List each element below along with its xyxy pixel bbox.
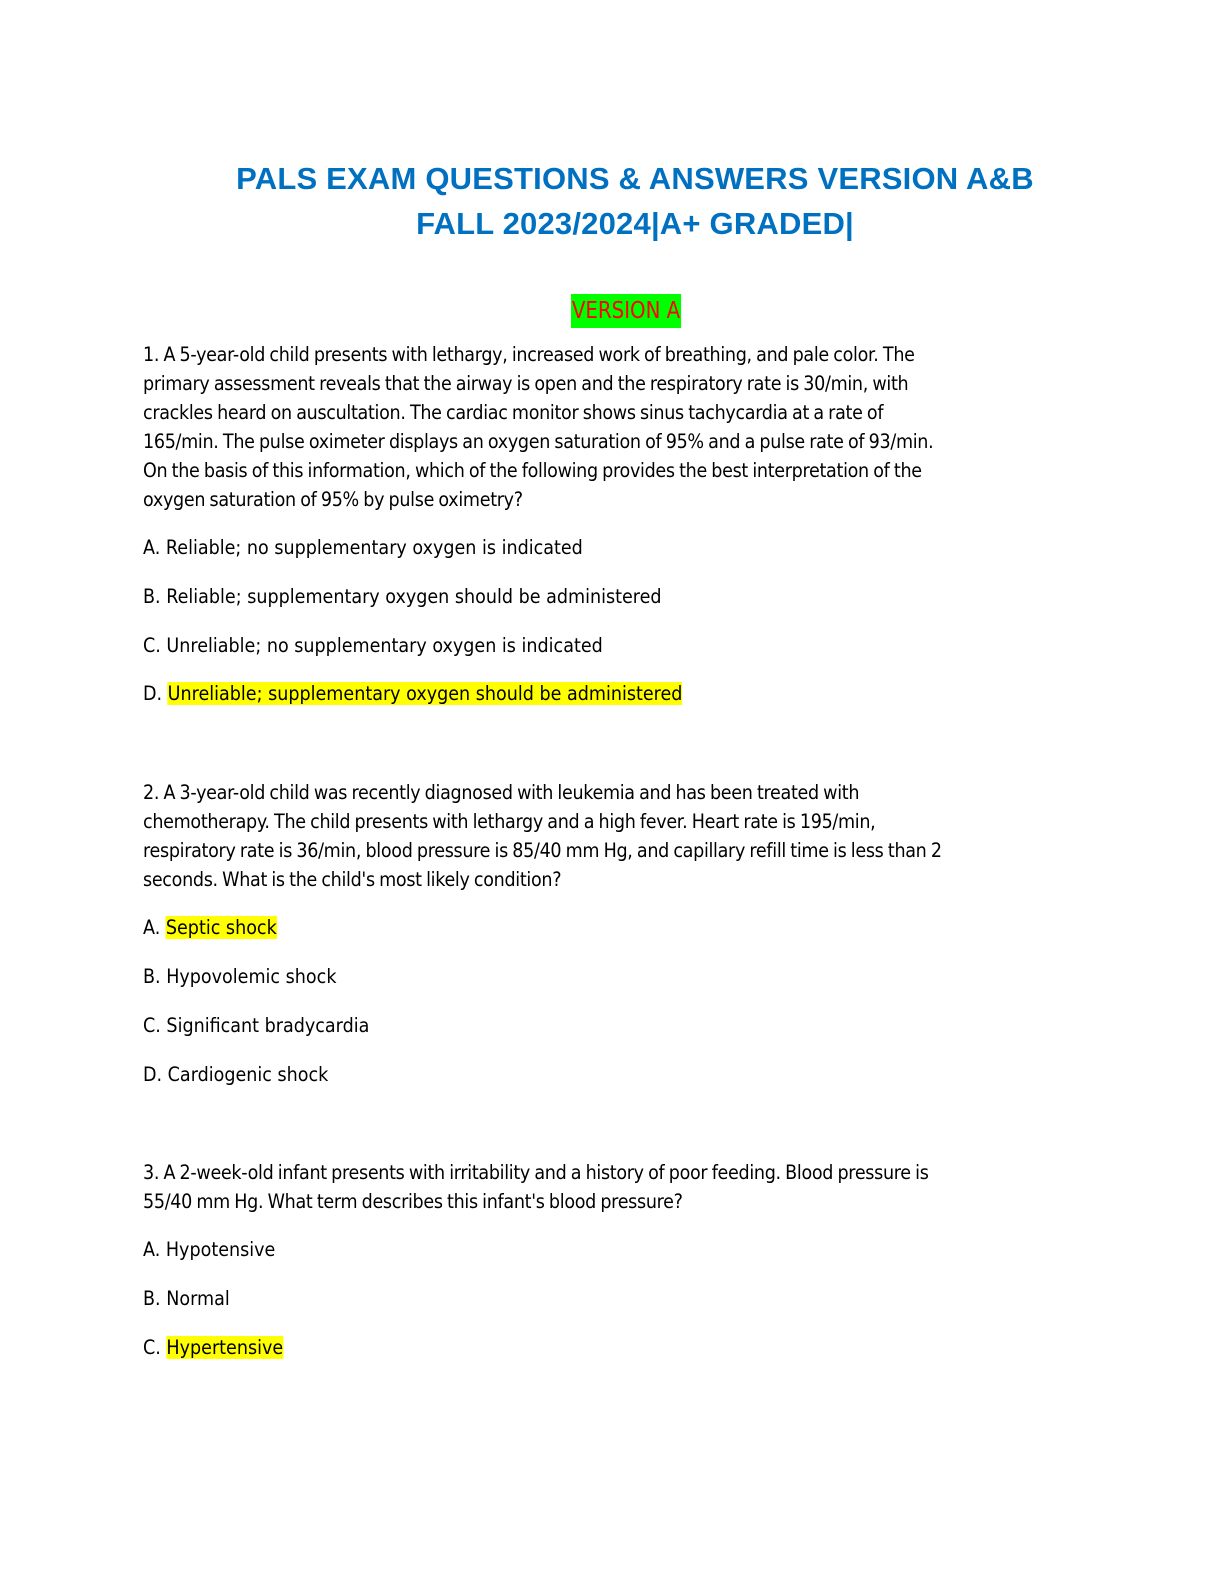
title-line-2: FALL 2023/2024|A+ GRADED| [416, 206, 854, 241]
option-text: Reliable; supplementary oxygen should be administered [166, 585, 662, 608]
title-line-1: PALS EXAM QUESTIONS & ANSWERS VERSION A&B [236, 161, 1034, 196]
stem-line: crackles heard on auscultation. The cardiac monitor shows sinus tachycardia at a rate of [143, 401, 884, 424]
option-text: Normal [166, 1287, 230, 1310]
option-letter: B. [143, 965, 161, 988]
question-2-option-c [143, 1011, 369, 1040]
stem-line: oxygen saturation of 95% by pulse oximetry? [143, 488, 523, 511]
stem-line: 3. A 2-week-old infant presents with irritability and a history of poor feeding. Blood pressure is [143, 1161, 929, 1184]
version-label: VERSION A [571, 294, 681, 328]
question-3-option-b [143, 1284, 230, 1313]
option-text: Hypotensive [165, 1238, 276, 1261]
question-3-stem [143, 1158, 989, 1216]
question-1-stem [143, 340, 989, 514]
stem-line: primary assessment reveals that the airway is open and the respiratory rate is 30/min, with [143, 372, 909, 395]
option-letter: C. [143, 1014, 161, 1037]
question-3-option-c [143, 1333, 283, 1362]
question-1-option-d [143, 679, 682, 708]
option-letter: B. [143, 585, 161, 608]
option-letter: C. [143, 634, 161, 657]
option-text: Significant bradycardia [166, 1014, 370, 1037]
question-2-option-a [143, 913, 277, 942]
question-1-option-b [143, 582, 662, 611]
stem-line: 2. A 3-year-old child was recently diagnosed with leukemia and has been treated with [143, 781, 860, 804]
option-text: Unreliable; no supplementary oxygen is indicated [166, 634, 603, 657]
option-letter: C. [143, 1336, 161, 1359]
stem-line: 165/min. The pulse oximeter displays an oxygen saturation of 95% and a pulse rate of 93/min. [143, 430, 934, 453]
question-1-option-a [143, 533, 583, 562]
option-text-highlighted-answer: Hypertensive [166, 1336, 284, 1359]
stem-line: 55/40 mm Hg. What term describes this infant's blood pressure? [143, 1190, 683, 1213]
option-letter: A. [143, 916, 161, 939]
question-2-option-b [143, 962, 336, 991]
option-letter: D. [143, 1063, 163, 1086]
question-2-option-d [143, 1060, 328, 1089]
stem-line: On the basis of this information, which of the following provides the best interpretation of the [143, 459, 922, 482]
question-1-option-c [143, 631, 603, 660]
option-text-highlighted-answer: Unreliable; supplementary oxygen should be administered [167, 682, 683, 705]
option-text: Cardiogenic shock [167, 1063, 329, 1086]
option-text: Reliable; no supplementary oxygen is indicated [165, 536, 583, 559]
stem-line: seconds. What is the child's most likely condition? [143, 868, 562, 891]
option-letter: A. [143, 536, 161, 559]
stem-line: chemotherapy. The child presents with lethargy and a high fever. Heart rate is 195/min, [143, 810, 876, 833]
document-title [170, 156, 1100, 246]
option-text-highlighted-answer: Septic shock [165, 916, 277, 939]
option-letter: D. [143, 682, 163, 705]
question-2-stem [143, 778, 989, 894]
stem-line: respiratory rate is 36/min, blood pressure is 85/40 mm Hg, and capillary refill time is less than 2 [143, 839, 942, 862]
option-letter: A. [143, 1238, 161, 1261]
option-text: Hypovolemic shock [166, 965, 337, 988]
option-letter: B. [143, 1287, 161, 1310]
question-3-option-a [143, 1235, 275, 1264]
stem-line: 1. A 5-year-old child presents with lethargy, increased work of breathing, and pale color. The [143, 343, 915, 366]
